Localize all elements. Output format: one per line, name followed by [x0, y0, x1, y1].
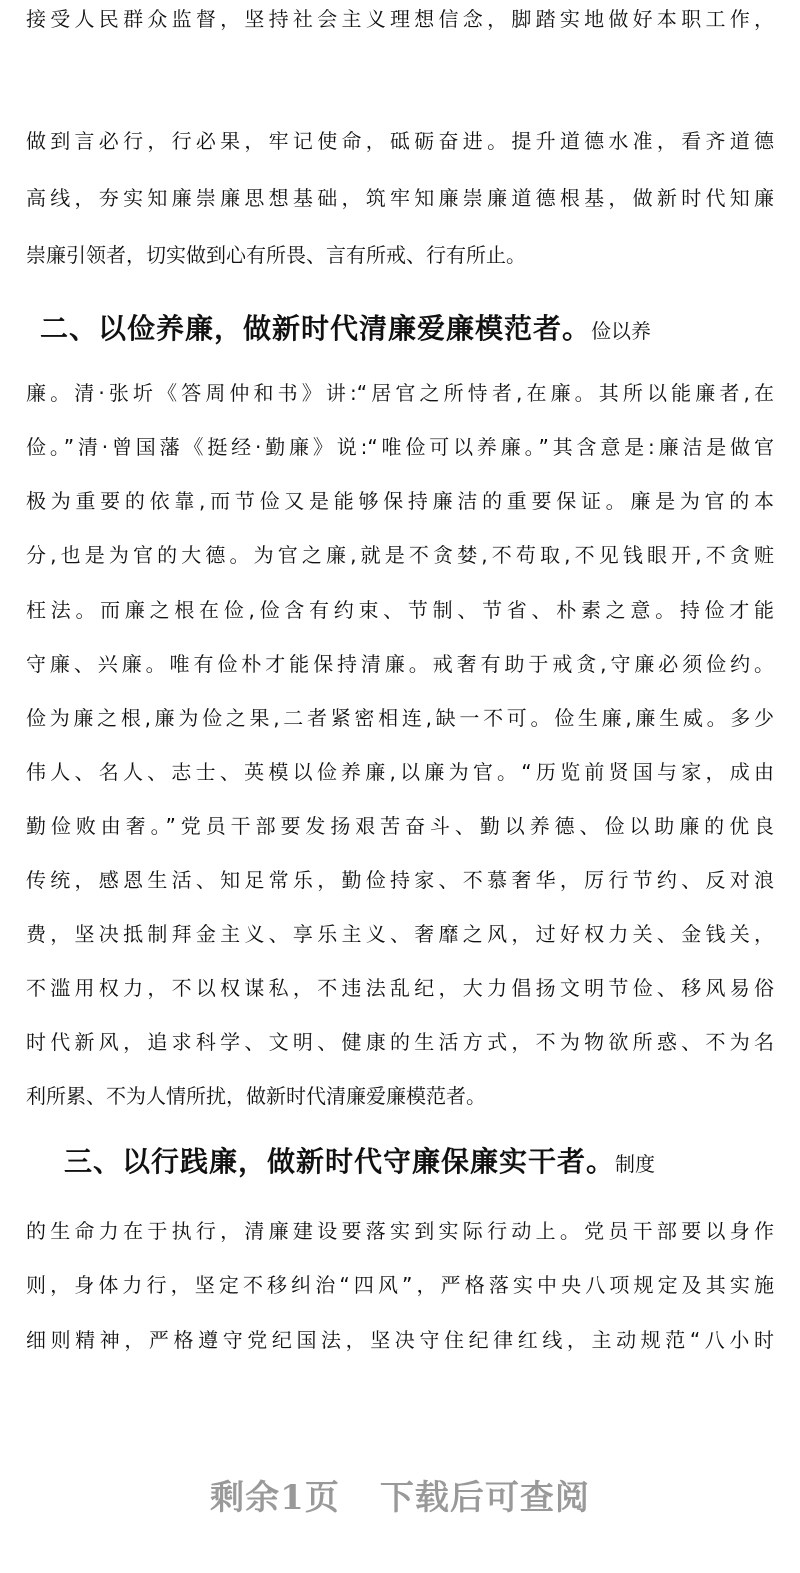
text-line: 费，坚决抵制拜金主义、享乐主义、奢靡之风，过好权力关、金钱关， [26, 922, 774, 946]
text-line: 俭。”清·曾国藩《挺经·勤廉》说:“唯俭可以养廉。”其含意是:廉洁是做官 [26, 435, 774, 459]
text-line: 枉法。而廉之根在俭,俭含有约束、节制、节省、朴素之意。持俭才能 [26, 598, 774, 622]
text-line: 的生命力在于执行，清廉建设要落实到实际行动上。党员干部要以身作 [26, 1219, 774, 1243]
section-lead-text: 制度 [615, 1152, 656, 1176]
text-line: 则，身体力行，坚定不移纠治“四风”，严格落实中央八项规定及其实施 [26, 1273, 774, 1297]
text-line: 廉。清·张圻《答周仲和书》讲:“居官之所恃者,在廉。其所以能廉者,在 [26, 381, 774, 405]
text-line: 分,也是为官的大德。为官之廉,就是不贪婪,不苟取,不见钱眼开,不贪赃 [26, 543, 774, 567]
text-line: 极为重要的依靠,而节俭又是能够保持廉洁的重要保证。廉是为官的本 [26, 489, 774, 513]
text-line: 接受人民群众监督，坚持社会主义理想信念，脚踏实地做好本职工作， [26, 7, 774, 31]
text-line: 细则精神，严格遵守党纪国法，坚决守住纪律红线，主动规范“八小时 [26, 1328, 774, 1352]
download-prompt[interactable] [0, 1470, 800, 1520]
text-line: 传统，感恩生活、知足常乐，勤俭持家、不慕奢华，厉行节约、反对浪 [26, 868, 774, 892]
text-line: 守廉、兴廉。唯有俭朴才能保持清廉。戒奢有助于戒贪,守廉必须俭约。 [26, 652, 774, 676]
text-line: 不滥用权力，不以权谋私，不违法乱纪，大力倡扬文明节俭、移风易俗 [26, 976, 774, 1000]
text-line: 高线，夯实知廉崇廉思想基础，筑牢知廉崇廉道德根基，做新时代知廉 [26, 186, 774, 210]
download-to-read-label[interactable]: 下载后可查阅 [379, 1478, 590, 1518]
text-line: 利所累、不为人情所扰，做新时代清廉爱廉模范者。 [26, 1084, 486, 1108]
text-line: 做到言必行，行必果，牢记使命，砥砺奋进。提升道德水准，看齐道德 [26, 129, 774, 153]
section-title: 二、以俭养廉，做新时代清廉爱廉模范者。 [40, 312, 592, 345]
text-line: 时代新风，追求科学、文明、健康的生活方式，不为物欲所惑、不为名 [26, 1030, 774, 1054]
text-line: 伟人、名人、志士、英模以俭养廉,以廉为官。“历览前贤国与家，成由 [26, 760, 774, 784]
text-line: 崇廉引领者，切实做到心有所畏、言有所戒、行有所止。 [26, 243, 526, 267]
text-line: 勤俭败由奢。”党员干部要发扬艰苦奋斗、勤以养德、俭以助廉的优良 [26, 814, 774, 838]
section-lead-text: 俭以养 [591, 319, 652, 343]
section-title: 三、以行践廉，做新时代守廉保廉实干者。 [64, 1145, 616, 1178]
section-heading-2 [40, 314, 774, 346]
text-line: 俭为廉之根,廉为俭之果,二者紧密相连,缺一不可。俭生廉,廉生威。多少 [26, 706, 774, 730]
section-heading-3 [64, 1147, 774, 1179]
remaining-pages-label: 剩余1页 [210, 1478, 340, 1518]
